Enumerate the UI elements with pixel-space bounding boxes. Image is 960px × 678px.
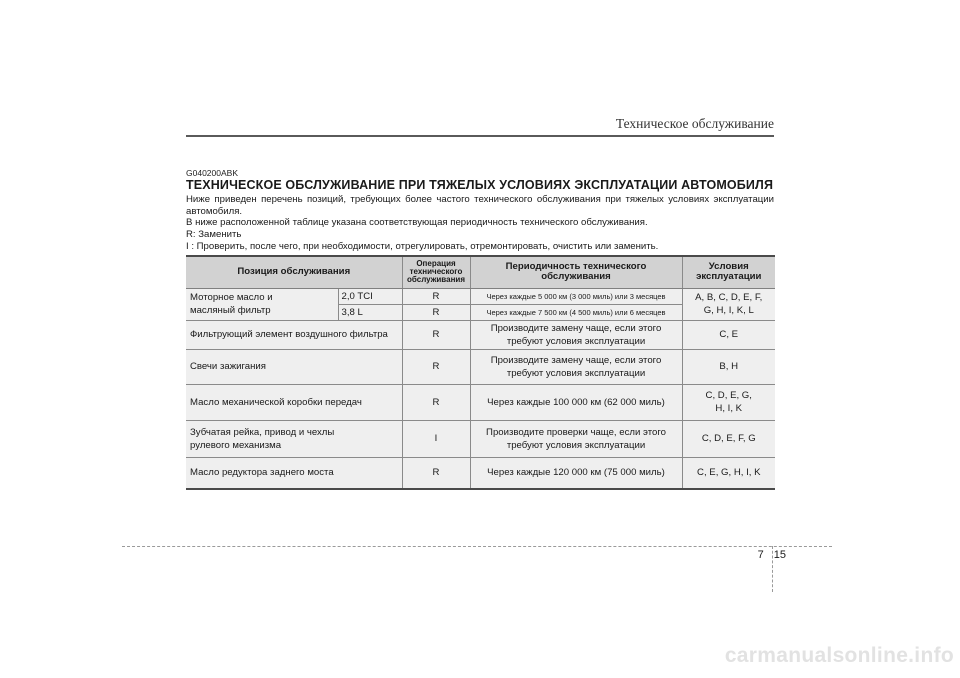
header-position: Позиция обслуживания: [186, 256, 402, 288]
legend-inspect: I : Проверить, после чего, при необходимости, отрегулировать, отремонтировать, очистить или заменить.: [186, 240, 659, 252]
intro-paragraph: В ниже расположенной таблице указана соответствующая периодичность технического обслуживания.: [186, 217, 648, 229]
interval-line: Производите проверки чаще, если этого: [486, 426, 666, 438]
cell-operation: R: [402, 320, 470, 349]
cell-interval: Через каждые 5 000 км (3 000 миль) или 3 месяцев: [470, 288, 682, 304]
cell-conditions: [682, 288, 775, 320]
cell-position: [186, 288, 338, 320]
page-number: [758, 549, 786, 561]
conditions-line: H, I, K: [715, 403, 743, 414]
table-row: [186, 320, 775, 349]
chapter-number: 7: [757, 549, 764, 561]
cell-operation: R: [402, 304, 470, 320]
conditions-line: C, D, E, G,: [705, 390, 752, 401]
interval-line: требуют условия эксплуатации: [506, 367, 646, 379]
cell-interval: Через каждые 7 500 км (4 500 миль) или 6 месяцев: [470, 304, 682, 320]
page-number-value: 15: [773, 549, 786, 561]
table-row: [186, 457, 775, 489]
cell-operation: R: [402, 384, 470, 420]
cell-interval: [470, 320, 682, 349]
table-row: [186, 384, 775, 420]
legend-replace: R: Заменить: [186, 229, 242, 240]
conditions-line: G, H, I, K, L: [703, 305, 754, 316]
cell-position: Фильтрующий элемент воздушного фильтра: [186, 320, 402, 349]
cell-position: [186, 420, 402, 457]
position-line: Зубчатая рейка, привод и чехлы: [190, 426, 335, 438]
cell-variant: 3,8 L: [338, 304, 402, 320]
cell-interval: Через каждые 100 000 км (62 000 миль): [470, 384, 682, 420]
position-line: Моторное масло и: [190, 292, 273, 303]
interval-line: требуют условия эксплуатации: [506, 335, 646, 347]
cell-operation: I: [402, 420, 470, 457]
cell-position: Масло механической коробки передач: [186, 384, 402, 420]
watermark: carmanualsonline.info: [724, 644, 954, 667]
table-row: [186, 349, 775, 384]
conditions-line: A, B, C, D, E, F,: [695, 292, 763, 303]
position-line: рулевого механизма: [190, 439, 282, 451]
page-heading: ТЕХНИЧЕСКОЕ ОБСЛУЖИВАНИЕ ПРИ ТЯЖЕЛЫХ УСЛОВИЯХ ЭКСПЛУАТАЦИИ АВТОМОБИЛЯ: [186, 178, 774, 192]
cell-variant: 2,0 TCI: [338, 288, 402, 304]
footer-rule: [122, 546, 832, 547]
cell-position: Свечи зажигания: [186, 349, 402, 384]
cell-operation: R: [402, 349, 470, 384]
header-rule: [186, 135, 774, 137]
interval-line: требуют условия эксплуатации: [506, 439, 646, 451]
cell-operation: R: [402, 288, 470, 304]
table-header-row: [186, 256, 775, 288]
legend: [186, 229, 658, 252]
section-header-title: Техническое обслуживание: [615, 116, 774, 131]
intro-text: [186, 194, 774, 229]
cell-interval: Через каждые 120 000 км (75 000 миль): [470, 457, 682, 489]
header-conditions: Условия эксплуатации: [682, 256, 775, 288]
interval-line: Производите замену чаще, если этого: [490, 322, 662, 334]
header-interval: Периодичность технического обслуживания: [470, 256, 682, 288]
table-row: [186, 420, 775, 457]
cell-position: Масло редуктора заднего моста: [186, 457, 402, 489]
document-code: G040200ABK: [186, 168, 238, 178]
maintenance-table: [186, 255, 775, 490]
header-operation: Операция технического обслуживания: [402, 256, 470, 288]
table-row: [186, 288, 775, 304]
cell-conditions: C, E, G, H, I, K: [682, 457, 775, 489]
cell-operation: R: [402, 457, 470, 489]
cell-conditions: [682, 384, 775, 420]
cell-conditions: B, H: [682, 349, 775, 384]
cell-conditions: C, E: [682, 320, 775, 349]
cell-interval: [470, 420, 682, 457]
interval-line: Производите замену чаще, если этого: [490, 354, 662, 366]
position-line: масляный фильтр: [190, 305, 271, 316]
intro-paragraph: Ниже приведен перечень позиций, требующих более частого технического обслуживания при тяжелых условиях эксплуатации автомобиля.: [186, 194, 774, 217]
cell-conditions: C, D, E, F, G: [682, 420, 775, 457]
cell-interval: [470, 349, 682, 384]
